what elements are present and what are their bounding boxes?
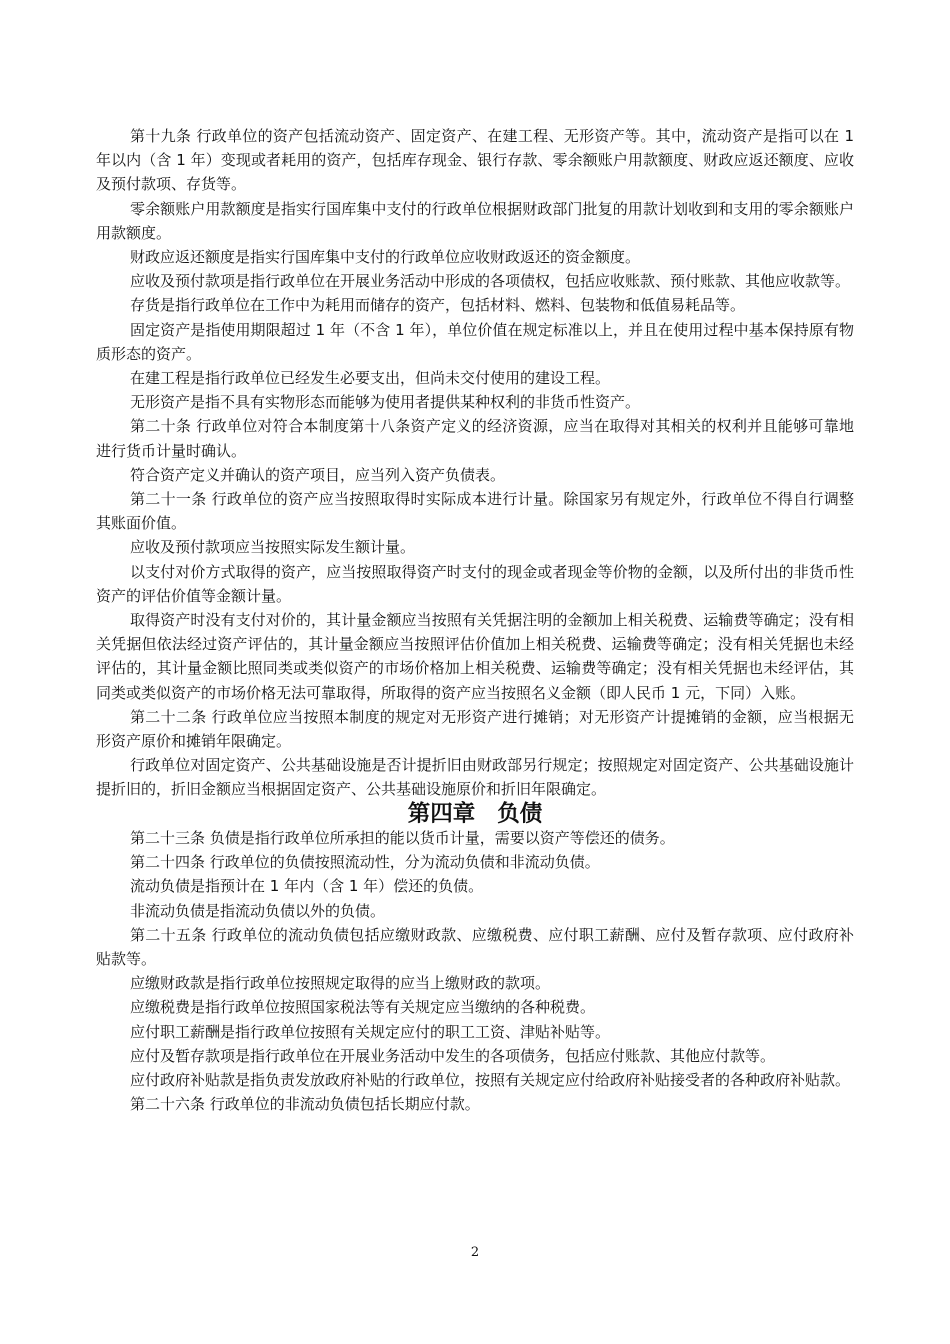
paragraph: 应收及预付款项应当按照实际发生额计量。	[130, 538, 416, 557]
paragraph: 应缴财政款是指行政单位按照规定取得的应当上缴财政的款项。	[130, 974, 551, 993]
paragraph: 第二十四条 行政单位的负债按照流动性，分为流动负债和非流动负债。	[130, 853, 600, 872]
paragraph: 第二十六条 行政单位的非流动负债包括长期应付款。	[130, 1095, 480, 1114]
paragraph: 固定资产是指使用期限超过 1 年（不含 1 年），单位价值在规定标准以上，并且在使用过程中基本保持原有物质形态的资产。	[96, 320, 854, 363]
paragraph: 存货是指行政单位在工作中为耗用而储存的资产，包括材料、燃料、包装物和低值易耗品等。	[130, 296, 746, 315]
paragraph: 符合资产定义并确认的资产项目，应当列入资产负债表。	[130, 465, 506, 484]
paragraph: 第二十条 行政单位对符合本制度第十八条资产定义的经济资源，应当在取得对其相关的权利并且能够可靠地进行货币计量时确认。	[96, 417, 854, 460]
paragraph: 零余额账户用款额度是指实行国库集中支付的行政单位根据财政部门批复的用款计划收到和支用的零余额账户用款额度。	[96, 199, 854, 242]
document-page	[96, 124, 854, 1116]
paragraph: 应付职工薪酬是指行政单位按照有关规定应付的职工工资、津贴补贴等。	[130, 1022, 611, 1041]
paragraph: 在建工程是指行政单位已经发生必要支出，但尚未交付使用的建设工程。	[130, 369, 611, 388]
section-assets	[96, 124, 854, 802]
paragraph: 取得资产时没有支付对价的，其计量金额应当按照有关凭据注明的金额加上相关税费、运输费等确定；没有相关凭据但依法经过资产评估的，其计量金额应当按照评估价值加上相关税费、运输费等确定；没有相关凭据也未经评估的，其计量金额比照同类或类似资产的市场价格加上相关税费、运输费等确定；没有相关凭据也未经评估，其同类或类似资产的市场价格无法可靠取得，所取得的资产应当按照名义金额（即人民币 1 元，下同）入账。	[96, 611, 854, 702]
chapter-number: 第四章	[407, 800, 476, 827]
paragraph: 以支付对价方式取得的资产，应当按照取得资产时支付的现金或者现金等价物的金额，以及所付出的非货币性资产的评估价值等金额计量。	[96, 562, 854, 605]
paragraph: 非流动负债是指流动负债以外的负债。	[130, 901, 386, 920]
paragraph: 应付及暂存款项是指行政单位在开展业务活动中发生的各项债务，包括应付账款、其他应付款等。	[130, 1046, 776, 1065]
page-number: 2	[470, 1245, 480, 1260]
paragraph: 应收及预付款项是指行政单位在开展业务活动中形成的各项债权，包括应收账款、预付账款、其他应收款等。	[130, 272, 851, 291]
paragraph: 第二十五条 行政单位的流动负债包括应缴财政款、应缴税费、应付职工薪酬、应付及暂存款项、应付政府补贴款等。	[96, 925, 854, 968]
paragraph: 财政应返还额度是指实行国库集中支付的行政单位应收财政返还的资金额度。	[130, 248, 641, 267]
paragraph: 第二十二条 行政单位应当按照本制度的规定对无形资产进行摊销；对无形资产计提摊销的金额，应当根据无形资产原价和摊销年限确定。	[96, 707, 854, 751]
paragraph: 行政单位对固定资产、公共基础设施是否计提折旧由财政部另行规定；按照规定对固定资产、公共基础设施计提折旧的，折旧金额应当根据固定资产、公共基础设施原价和折旧年限确定。	[96, 756, 854, 799]
chapter-heading	[96, 802, 854, 826]
paragraph: 流动负债是指预计在 1 年内（含 1 年）偿还的负债。	[130, 877, 484, 896]
section-liabilities	[96, 826, 854, 1116]
chapter-title: 负债	[497, 800, 543, 827]
paragraph: 第十九条 行政单位的资产包括流动资产、固定资产、在建工程、无形资产等。其中，流动资产是指可以在 1 年以内（含 1 年）变现或者耗用的资产，包括库存现金、银行存款、零余额账户用款额度、财政应返还额度、应收及预付款项、存货等。	[96, 127, 854, 194]
paragraph: 应付政府补贴款是指负责发放政府补贴的行政单位，按照有关规定应付给政府补贴接受者的各种政府补贴款。	[130, 1070, 851, 1089]
paragraph: 第二十一条 行政单位的资产应当按照取得时实际成本进行计量。除国家另有规定外，行政单位不得自行调整其账面价值。	[96, 490, 854, 533]
paragraph: 第二十三条 负债是指行政单位所承担的能以货币计量，需要以资产等偿还的债务。	[130, 828, 675, 847]
paragraph: 无形资产是指不具有实物形态而能够为使用者提供某种权利的非货币性资产。	[130, 393, 641, 412]
paragraph: 应缴税费是指行政单位按照国家税法等有关规定应当缴纳的各种税费。	[130, 998, 596, 1017]
